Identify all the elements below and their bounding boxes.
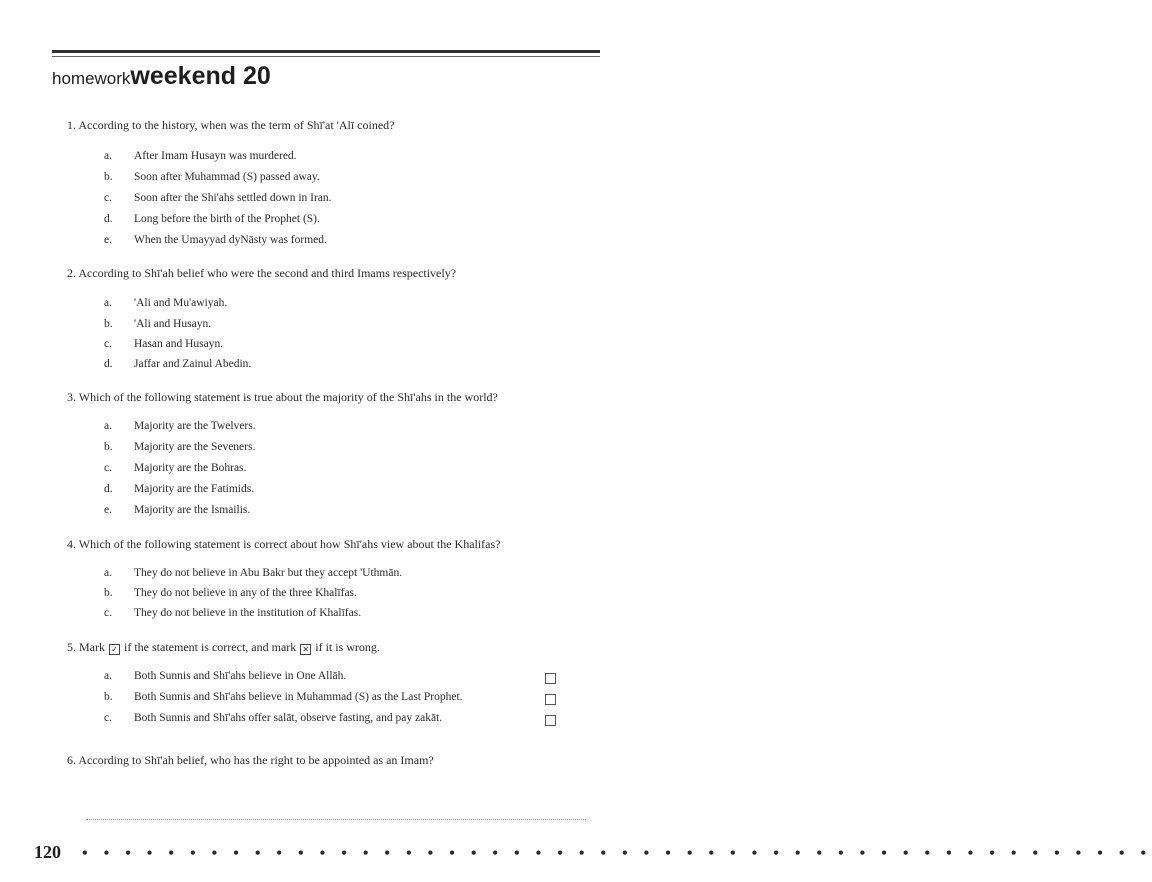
q5-checkbox-c[interactable]: [545, 715, 556, 726]
footer-dot-leader: • • • • • • • • • • • • • • • • • • • • • • • • • • • • • • • • • • • • • • • • • • • • • • • • • •: [82, 845, 1152, 862]
q5-checkbox-b[interactable]: [545, 694, 556, 705]
top-rule-thick: [52, 50, 600, 53]
title-weekend: weekend 20: [130, 62, 271, 90]
cross-mark-icon: ✕: [300, 644, 311, 655]
q5-checkbox-a[interactable]: [545, 673, 556, 684]
question-5: 5. Mark ✓ if the statement is correct, and mark ✕ if it is wrong.: [67, 640, 380, 654]
check-mark-icon: ✓: [109, 644, 120, 655]
title-homework: homework: [52, 69, 131, 88]
top-rule-thin: [52, 56, 600, 57]
question-2: 2. According to Shī'ah belief who were the second and third Imams respectively?: [67, 266, 457, 280]
question-6: 6. According to Shī'ah belief, who has the right to be appointed as an Imam?: [67, 753, 434, 767]
page-number: 120: [34, 842, 61, 862]
page-title: [52, 62, 271, 91]
question-4: 4. Which of the following statement is correct about how Shī'ahs view about the Khalifas?: [67, 537, 501, 551]
question-3: 3. Which of the following statement is true about the majority of the Shī'ahs in the world?: [67, 390, 498, 404]
question-1: 1. According to the history, when was the term of Shī'at 'Alī coined?: [67, 118, 395, 132]
answer-line[interactable]: [86, 819, 586, 820]
